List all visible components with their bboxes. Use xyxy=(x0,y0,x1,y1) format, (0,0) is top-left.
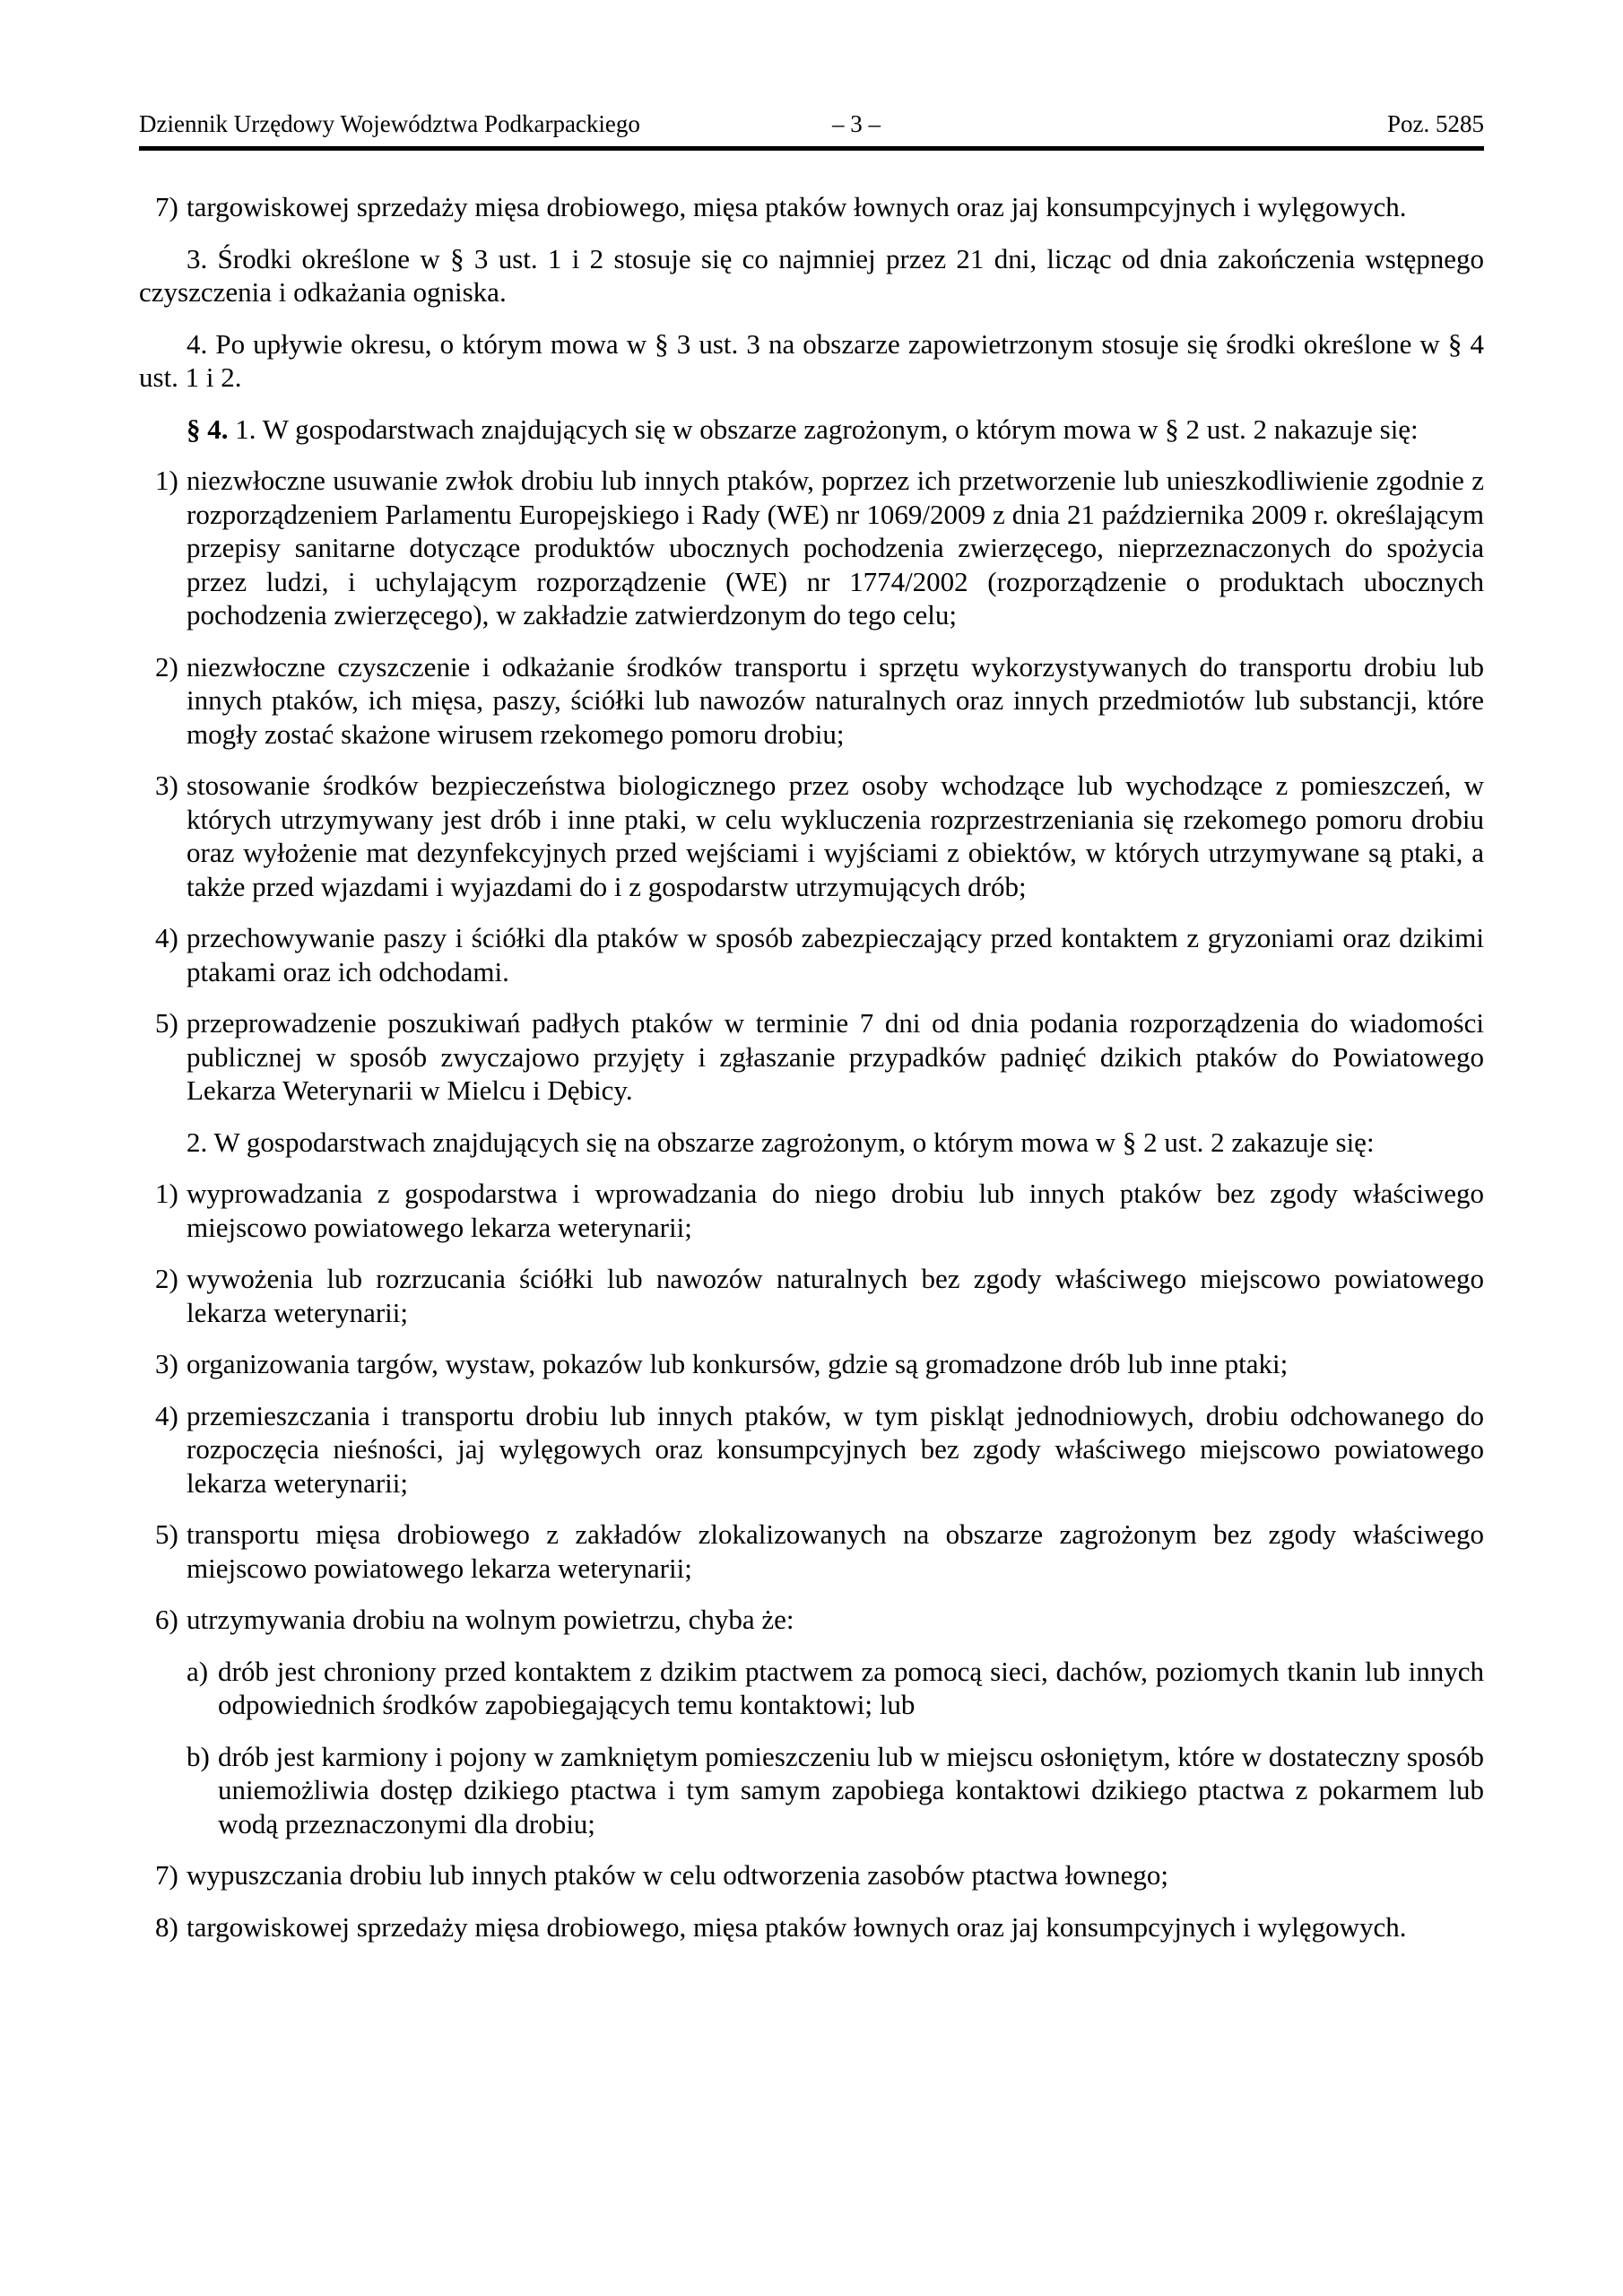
item-text: wypuszczania drobiu lub innych ptaków w celu odtworzenia zasobów ptactwa łownego; xyxy=(187,1859,1169,1891)
list-item xyxy=(139,1910,1484,1944)
item-number: 2) xyxy=(155,1263,178,1294)
item-text: targowiskowej sprzedaży mięsa drobiowego, mięsa ptaków łownych oraz jaj konsumpcyjnych i wylęgowych. xyxy=(187,1910,1407,1943)
item-number: 5) xyxy=(155,1518,178,1550)
sub-item-text: drób jest chroniony przed kontaktem z dzikim ptactwem za pomocą sieci, dachów, poziomych tkanin lub innych odpowiednich środków zapobiegających temu kontaktowi; lub xyxy=(218,1655,1484,1720)
item-number: 1) xyxy=(155,1178,178,1209)
item-number: 7) xyxy=(155,191,178,222)
sub-list-item xyxy=(139,1740,1484,1841)
list-item xyxy=(139,650,1484,752)
list-item xyxy=(139,1347,1484,1381)
page-header xyxy=(139,106,1484,142)
item-text: niezwłoczne usuwanie zwłok drobiu lub innych ptaków, poprzez ich przetworzenie lub unieszkodliwienie zgodnie z rozporządzeniem Parlamentu Europejskiego i Rady (WE) nr 1069/2009 z dnia 21 października 2009 r. określającym przepisy sanitarne dotyczące produktów ubocznych pochodzenia zwierzęcego, nieprzeznaczonych do spożycia przez ludzi, i uchylającym rozporządzenie (WE) nr 1774/2002 (rozporządzenie o produktach ubocznych pochodzenia zwierzęcego), w zakładzie zatwierdzonym do tego celu; xyxy=(187,465,1484,631)
item-text: niezwłoczne czyszczenie i odkażanie środków transportu i sprzętu wykorzystywanych do transportu drobiu lub innych ptaków, ich mięsa, paszy, ściółki lub nawozów naturalnych oraz innych przedmiotów lub substancji, które mogły zostać skażone wirusem rzekomego pomoru drobiu; xyxy=(187,650,1484,750)
item-text: stosowanie środków bezpieczeństwa biologicznego przez osoby wchodzące lub wychodzące z pomieszczeń, w których utrzymywany jest drób i inne ptaki, w celu wykluczenia rozprzestrzeniania się rzekomego pomoru drobiu oraz wyłożenie mat dezynfekcyjnych przed wejściami i wyjściami z obiektów, w których utrzymywane są ptaki, a także przed wjazdami i wyjazdami do i z gospodarstw utrzymujących drób; xyxy=(187,770,1484,902)
list-item xyxy=(139,464,1484,632)
sub-item-letter: a) xyxy=(187,1655,209,1687)
list-item xyxy=(139,1518,1484,1585)
paragraph: 2. W gospodarstwach znajdujących się na obszarze zagrożonym, o którym mowa w § 2 ust. 2 zakazuje się: xyxy=(187,1126,1375,1158)
list-item xyxy=(139,1262,1484,1329)
section-label: § 4. xyxy=(187,413,229,445)
sub-item-letter: b) xyxy=(187,1740,210,1772)
item-number: 4) xyxy=(155,922,178,953)
paragraph: 4. Po upływie okresu, o którym mowa w § 3 ust. 3 na obszarze zapowietrzonym stosuje się środki określone w § 4 ust. 1 i 2. xyxy=(139,327,1484,393)
list-item xyxy=(139,769,1484,903)
sub-item-text: drób jest karmiony i pojony w zamkniętym pomieszczeniu lub w miejscu osłoniętym, które w dostateczny sposób uniemożliwia dostęp dzikiego ptactwa i tym samym zapobiega kontaktowi dzikiego ptactwa z pokarmem lub wodą przeznaczonymi dla drobiu; xyxy=(218,1740,1484,1839)
list-item xyxy=(139,1177,1484,1244)
item-number: 6) xyxy=(155,1604,178,1635)
section-paragraph xyxy=(139,413,1484,447)
item-number: 7) xyxy=(155,1859,178,1891)
page-number: – 3 – xyxy=(832,110,881,137)
item-text: organizowania targów, wystaw, pokazów lub konkursów, gdzie są gromadzone drób lub inne ptaki; xyxy=(187,1348,1289,1379)
item-number: 2) xyxy=(155,650,178,683)
list-item xyxy=(139,921,1484,988)
item-text: przechowywanie paszy i ściółki dla ptaków w sposób zabezpieczający przed kontaktem z gryzoniami oraz dzikimi ptakami oraz ich odchodami. xyxy=(187,922,1484,987)
header-rule xyxy=(139,146,1484,151)
section-text: 1. W gospodarstwach znajdujących się w obszarze zagrożonym, o którym mowa w § 2 ust. 2 nakazuje się: xyxy=(228,413,1419,445)
list-item xyxy=(139,1399,1484,1500)
list-item xyxy=(139,1603,1484,1637)
sub-list-item xyxy=(139,1655,1484,1722)
document-body xyxy=(139,190,1484,1961)
journal-title: Dziennik Urzędowy Województwa Podkarpackiego xyxy=(139,110,640,137)
item-text: przemieszczania i transportu drobiu lub innych ptaków, w tym piskląt jednodniowych, drobiu odchowanego do rozpoczęcia nieśności, jaj wylęgowych oraz konsumpcyjnych bez zgody właściwego miejscowo powiatowego lekarza weterynarii; xyxy=(187,1399,1484,1499)
item-number: 3) xyxy=(155,1348,178,1379)
list-item xyxy=(139,1858,1484,1892)
list-item xyxy=(139,1006,1484,1108)
list-item xyxy=(139,190,1484,224)
item-number: 1) xyxy=(155,465,178,496)
item-text: targowiskowej sprzedaży mięsa drobiowego, mięsa ptaków łownych oraz jaj konsumpcyjnych i wylęgowych. xyxy=(187,191,1407,222)
item-number: 4) xyxy=(155,1399,178,1431)
paragraph: 3. Środki określone w § 3 ust. 1 i 2 stosuje się co najmniej przez 21 dni, licząc od dnia zakończenia wstępnego czyszczenia i odkażania ogniska. xyxy=(139,242,1484,308)
item-text: utrzymywania drobiu na wolnym powietrzu, chyba że: xyxy=(187,1604,794,1635)
item-number: 8) xyxy=(155,1910,178,1943)
item-text: wyprowadzania z gospodarstwa i wprowadzania do niego drobiu lub innych ptaków bez zgody właściwego miejscowo powiatowego lekarza weterynarii; xyxy=(187,1178,1484,1243)
position-number: Poz. 5285 xyxy=(1387,110,1484,137)
item-number: 3) xyxy=(155,770,178,801)
item-text: przeprowadzenie poszukiwań padłych ptaków w terminie 7 dni od dnia podania rozporządzenia do wiadomości publicznej w sposób zwyczajowo przyjęty i zgłaszanie przypadków padnięć dzikich ptaków do Powiatowego Lekarza Weterynarii w Mielcu i Dębicy. xyxy=(187,1007,1484,1106)
item-text: transportu mięsa drobiowego z zakładów zlokalizowanych na obszarze zagrożonym bez zgody właściwego miejscowo powiatowego lekarza weterynarii; xyxy=(187,1518,1484,1584)
item-text: wywożenia lub rozrzucania ściółki lub nawozów naturalnych bez zgody właściwego miejscowo powiatowego lekarza weterynarii; xyxy=(187,1263,1484,1328)
item-number: 5) xyxy=(155,1007,178,1039)
